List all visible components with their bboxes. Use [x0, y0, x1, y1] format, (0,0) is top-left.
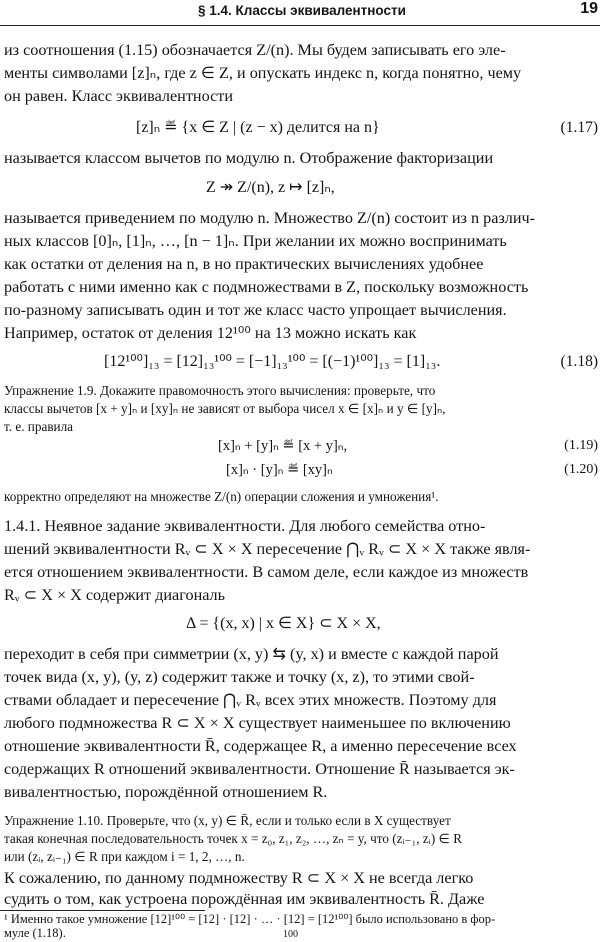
exercise-line: Упражнение 1.10. Проверьте, что (x, y) ∈ R̄, если и только если в X существует: [4, 813, 451, 828]
equation-number: (1.20): [564, 462, 598, 477]
equation-1-17: [z]ₙ ≝ {x ∈ Z | (z − x) делится на n}: [136, 119, 380, 136]
text-line: отношение эквивалентности R̄, содержащее R, а именно пересечение всех: [4, 737, 517, 755]
text-line: судить о том, как устроена порождённая им эквивалентность R̄. Даже: [4, 890, 485, 908]
text-line: называется классом вычетов по модулю n. Отображение факторизации: [4, 149, 494, 167]
exercise-line: или (zᵢ, zᵢ₋₁) ∈ R при каждом i = 1, 2, …, n.: [4, 849, 245, 864]
equation-1-19: [x]ₙ + [y]ₙ ≝ [x + y]ₙ,: [218, 438, 348, 454]
exercise-line: Упражнение 1.9. Докажите правомочность этого вычисления: проверьте, что: [4, 383, 436, 398]
text-line: вивалентностью, порождённой отношением R.: [4, 783, 328, 801]
text-line: любого подмножества R ⊂ X × X существует наименьшее по включению: [4, 714, 511, 732]
footnote-line: муле (1.18).: [4, 926, 66, 940]
text-line: ется отношением эквивалентности. В самом деле, если каждое из множеств: [4, 563, 529, 581]
text-line: переходит в себя при симметрии (x, y) ⇆ (y, x) и вместе с каждой парой: [4, 645, 499, 663]
underbrace-label: 100: [283, 929, 298, 940]
equation-1-18: [12¹⁰⁰]₁₃ = [12]₁₃¹⁰⁰ = [−1]₁₃¹⁰⁰ = [(−1)¹⁰⁰]₁₃ = [1]₁₃.: [104, 353, 441, 370]
text-line: из соотношения (1.15) обозначается Z/(n). Мы будем записывать его эле-: [4, 41, 506, 59]
exercise-line: классы вычетов [x + y]ₙ и [xy]ₙ не зависят от выбора чисел x ∈ [x]ₙ и y ∈ [y]ₙ,: [4, 401, 446, 416]
exercise-line: корректно определяют на множестве Z/(n) операции сложения и умножения¹.: [4, 489, 439, 504]
text-line: как остатки от деления на n, в но практических вычислениях удобнее: [4, 255, 484, 273]
exercise-line: такая конечная последовательность точек x = z₀, z₁, z₂, …, zₙ = y, что (zᵢ₋₁, zᵢ) ∈ R: [4, 831, 463, 846]
text-line: точек вида (x, y), (y, z) содержит также и точку (x, z), то этими свой-: [4, 668, 475, 686]
text-line: шений эквивалентности Rᵥ ⊂ X × X пересечение ⋂ᵥ Rᵥ ⊂ X × X также явля-: [4, 540, 531, 558]
equation-factorization: Z ↠ Z/(n), z ↦ [z]ₙ,: [206, 179, 335, 196]
text-line: Rᵥ ⊂ X × X содержит диагональ: [4, 586, 226, 604]
subsection-line: 1.4.1. Неявное задание эквивалентности. Для любого семейства отно-: [4, 517, 486, 535]
equation-diagonal: Δ = {(x, x) | x ∈ X} ⊂ X × X,: [186, 615, 381, 632]
page-number: 19: [580, 0, 598, 17]
footnote-line: ¹ Именно такое умножение [12]¹⁰⁰ = [12] · [12] · … · [12] = [12¹⁰⁰] было использовано в фор-: [4, 912, 496, 926]
equation-1-20: [x]ₙ · [y]ₙ ≝ [xy]ₙ: [226, 462, 333, 478]
exercise-line: т. е. правила: [4, 419, 74, 434]
equation-number: (1.19): [564, 438, 598, 453]
text-line: ных классов [0]ₙ, [1]ₙ, …, [n − 1]ₙ. При желании их можно воспринимать: [4, 232, 507, 250]
header-rule: [0, 25, 600, 26]
text-line: К сожалению, по данному подмножеству R ⊂ X × X не всегда легко: [4, 869, 474, 887]
text-line: содержащих R отношений эквивалентности. Отношение R̄ называется эк-: [4, 760, 515, 778]
text-line: менты символами [z]ₙ, где z ∈ Z, и опускать индекс n, когда понятно, чему: [4, 64, 522, 82]
text-line: он равен. Класс эквивалентности: [4, 87, 234, 105]
text-line: называется приведением по модулю n. Множество Z/(n) состоит из n различ-: [4, 209, 536, 227]
text-line: по-разному записывать один и тот же класс часто упрощает вычисления.: [4, 301, 507, 319]
section-title: § 1.4. Классы эквивалентности: [198, 3, 406, 18]
text-line: ствами обладает и пересечение ⋂ᵥ Rᵥ всех этих множеств. Поэтому для: [4, 691, 497, 709]
text-line: работать с ними именно как с подмножествами в Z, поскольку возможность: [4, 278, 529, 296]
equation-number: (1.17): [560, 119, 598, 136]
running-header: [0, 0, 612, 26]
equation-number: (1.18): [560, 353, 598, 370]
text-line: Например, остаток от деления 12¹⁰⁰ на 13 можно искать как: [4, 324, 417, 342]
